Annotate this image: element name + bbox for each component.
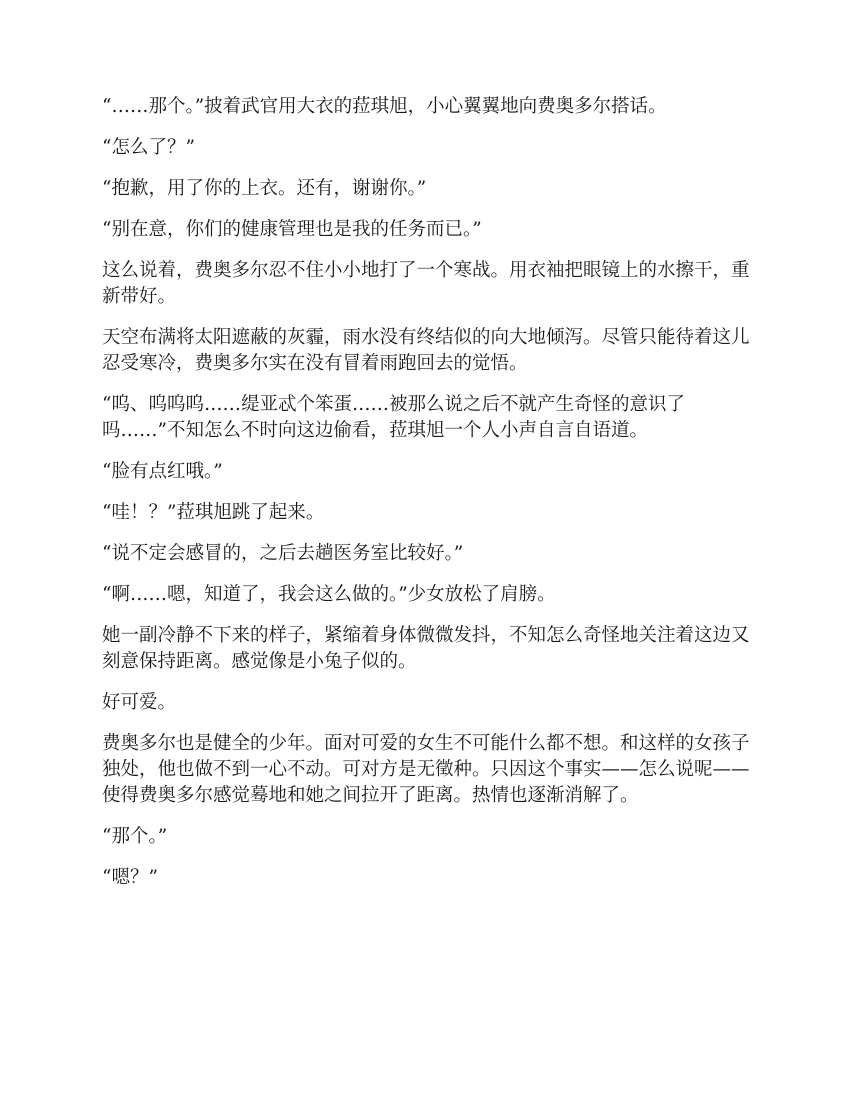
paragraph: “脸有点红哦。” bbox=[102, 461, 223, 482]
document-body bbox=[102, 94, 752, 906]
paragraph: “嗯？” bbox=[102, 867, 158, 888]
paragraph: “啊……嗯，知道了，我会这么做的。”少女放松了肩膀。 bbox=[102, 584, 556, 605]
paragraph: 这么说着，费奥多尔忍不住小小地打了一个寒战。用衣袖把眼镜上的水擦干，重新带好。 bbox=[102, 260, 750, 307]
paragraph: “哇！？”菈琪旭跳了起来。 bbox=[102, 502, 325, 523]
paragraph: “抱歉，用了你的上衣。还有，谢谢你。” bbox=[102, 178, 427, 199]
paragraph: “那个。” bbox=[102, 826, 168, 847]
paragraph: “怎么了？” bbox=[102, 137, 195, 158]
paragraph: “别在意，你们的健康管理也是我的任务而已。” bbox=[102, 219, 482, 240]
paragraph: “呜、呜呜呜……缇亚忒个笨蛋……被那么说之后不就产生奇怪的意识了吗……”不知怎么不时向这边偷看，菈琪旭一个人小声自言自语道。 bbox=[102, 394, 685, 441]
paragraph: “说不定会感冒的，之后去趟医务室比较好。” bbox=[102, 543, 464, 564]
paragraph: 好可爱。 bbox=[102, 692, 177, 713]
paragraph: “……那个。”披着武官用大衣的菈琪旭，小心翼翼地向费奥多尔搭话。 bbox=[102, 96, 667, 117]
paragraph: 她一副冷静不下来的样子，紧缩着身体微微发抖，不知怎么奇怪地关注着这边又刻意保持距离。感觉像是小兔子似的。 bbox=[102, 625, 750, 672]
paragraph: 天空布满将太阳遮蔽的灰霾，雨水没有终结似的向大地倾泻。尽管只能待着这儿忍受寒冷，费奥多尔实在没有冒着雨跑回去的觉悟。 bbox=[102, 327, 750, 374]
paragraph: 费奥多尔也是健全的少年。面对可爱的女生不可能什么都不想。和这样的女孩子独处，他也做不到一心不动。可对方是无徵种。只因这个事实——怎么说呢——使得费奥多尔感觉蓦地和她之间拉开了距离。热情也逐渐消解了。 bbox=[102, 733, 750, 806]
